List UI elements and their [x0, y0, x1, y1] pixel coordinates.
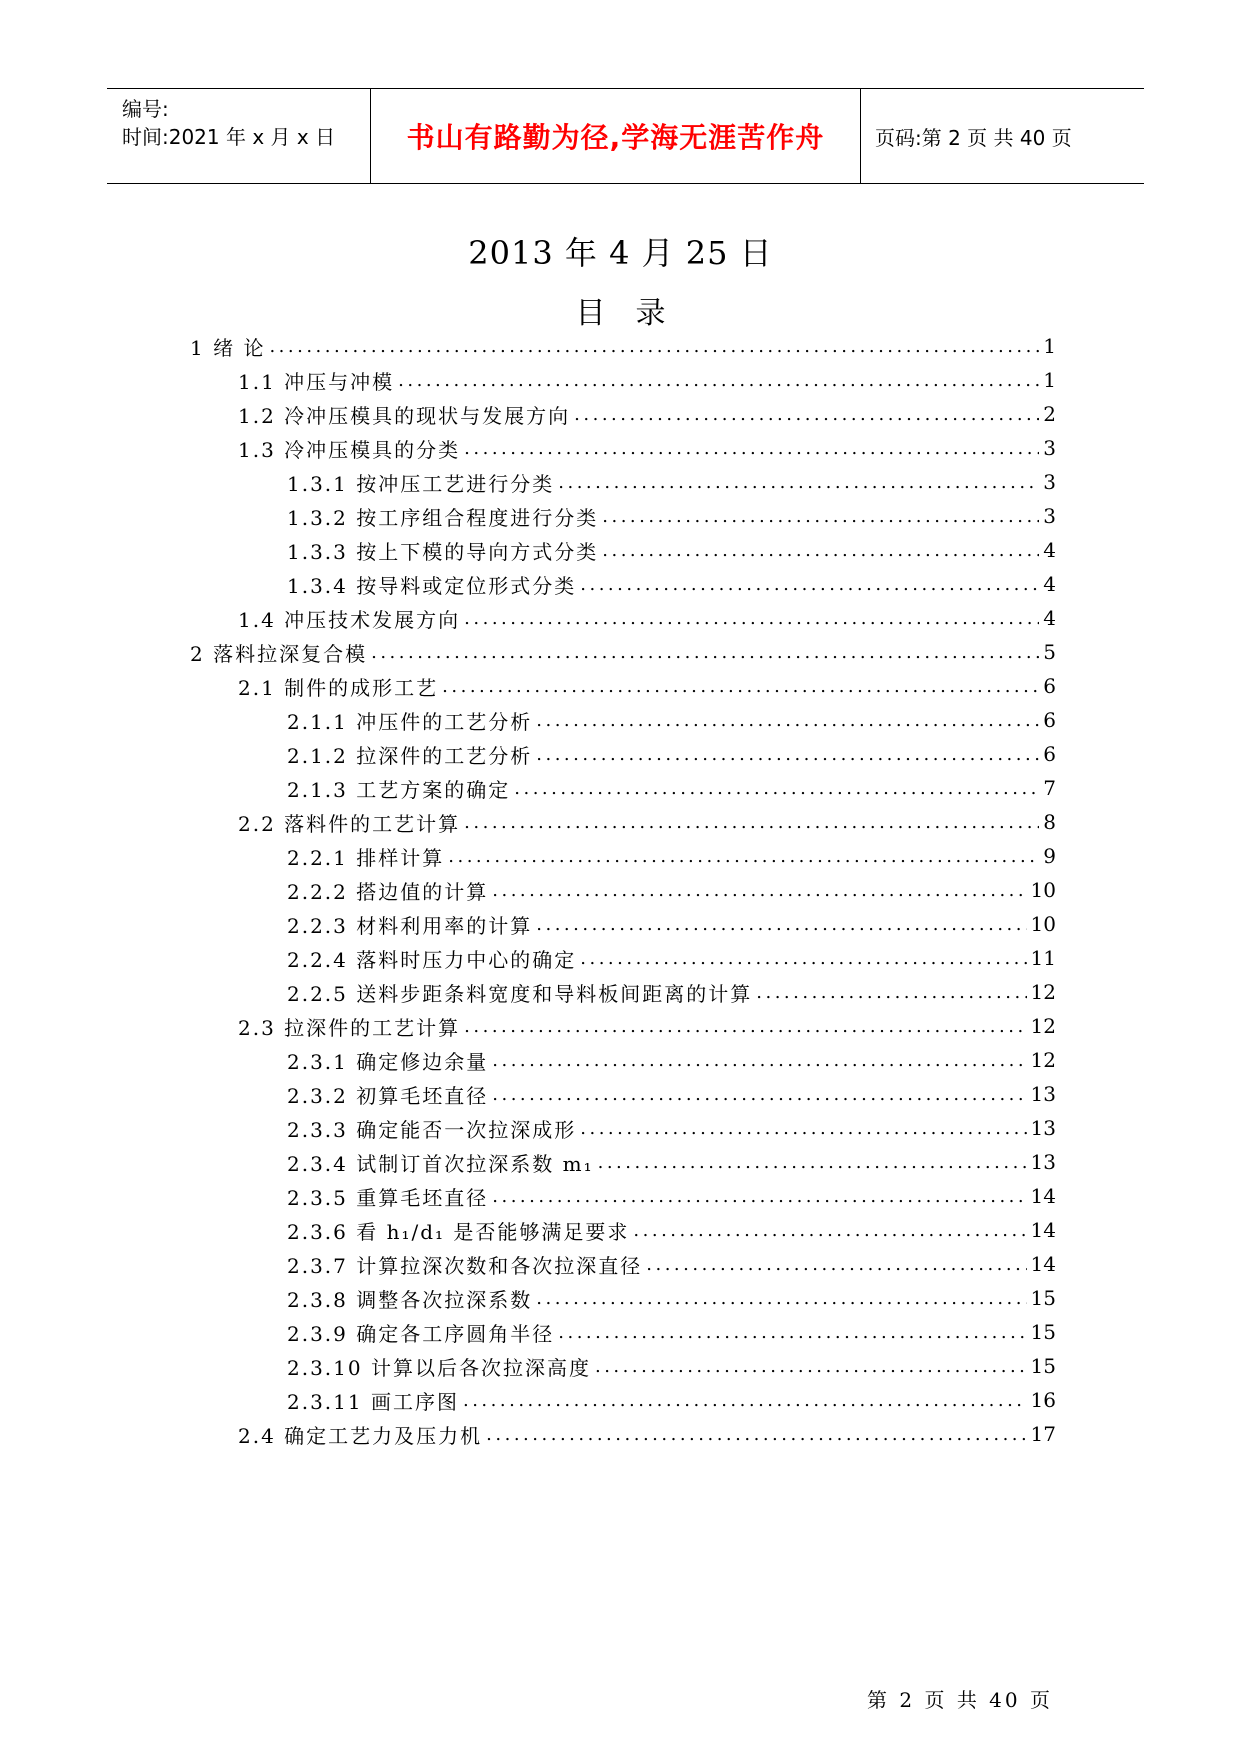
- toc-entry-page: 10: [1030, 912, 1056, 936]
- toc-entry-page: 14: [1030, 1218, 1056, 1242]
- toc-entry-page: 5: [1043, 640, 1056, 664]
- toc-leader-dots: [464, 1016, 1026, 1037]
- toc-entry[interactable]: [287, 465, 1056, 499]
- toc-entry-page: 6: [1043, 674, 1056, 698]
- header-left-cell: [107, 89, 371, 183]
- toc-leader-dots: [464, 608, 1039, 629]
- toc-entry[interactable]: [287, 907, 1056, 941]
- toc-entry[interactable]: [190, 329, 1056, 363]
- toc-leader-dots: [602, 540, 1039, 561]
- toc-entry[interactable]: [287, 533, 1056, 567]
- toc-entry-title: 2.3.5 重算毛坯直径: [287, 1185, 489, 1210]
- toc-entry-page: 13: [1030, 1150, 1056, 1174]
- toc-entry[interactable]: [238, 601, 1056, 635]
- toc-entry-page: 13: [1030, 1116, 1056, 1140]
- toc-entry[interactable]: [238, 1417, 1056, 1451]
- toc-entry[interactable]: [287, 839, 1056, 873]
- toc-entry[interactable]: [287, 567, 1056, 601]
- toc-entry-page: 1: [1043, 334, 1056, 358]
- toc-leader-dots: [492, 880, 1026, 901]
- toc-entry-title: 2.3 拉深件的工艺计算: [238, 1015, 461, 1040]
- toc-leader-dots: [398, 370, 1039, 391]
- toc-entry[interactable]: [287, 499, 1056, 533]
- toc-entry-title: 2.1.2 拉深件的工艺分析: [287, 743, 533, 768]
- toc-entry-title: 2.2.4 落料时压力中心的确定: [287, 947, 577, 972]
- toc-entry[interactable]: [287, 1315, 1056, 1349]
- toc-entry-page: 6: [1043, 708, 1056, 732]
- toc-entry[interactable]: [238, 1009, 1056, 1043]
- toc-leader-dots: [558, 472, 1039, 493]
- toc-entry-title: 2.3.7 计算拉深次数和各次拉深直径: [287, 1253, 643, 1278]
- toc-entry-title: 2.3.1 确定修边余量: [287, 1049, 489, 1074]
- toc-leader-dots: [463, 1390, 1027, 1411]
- toc-entry[interactable]: [287, 1213, 1056, 1247]
- toc-entry-title: 2.3.2 初算毛坯直径: [287, 1083, 489, 1108]
- toc-entry-title: 2.2.2 搭边值的计算: [287, 879, 489, 904]
- toc-leader-dots: [574, 404, 1039, 425]
- toc-entry[interactable]: [287, 1043, 1056, 1077]
- header-motto: 书山有路勤为径,学海无涯苦作舟: [371, 89, 861, 183]
- toc-entry-title: 2.4 确定工艺力及压力机: [238, 1423, 483, 1448]
- toc-entry-title: 2.3.10 计算以后各次拉深高度: [287, 1355, 591, 1380]
- toc-entry-title: 1.2 冷冲压模具的现状与发展方向: [238, 403, 571, 428]
- toc-entry[interactable]: [238, 669, 1056, 703]
- toc-leader-dots: [536, 744, 1039, 765]
- toc-entry-title: 2.2.3 材料利用率的计算: [287, 913, 533, 938]
- toc-entry-page: 8: [1043, 810, 1056, 834]
- toc-entry-title: 2.3.6 看 h₁/d₁ 是否能够满足要求: [287, 1219, 630, 1244]
- toc-title: 目录: [575, 296, 696, 331]
- toc-leader-dots: [536, 914, 1026, 935]
- toc-entry-page: 7: [1043, 776, 1056, 800]
- toc-entry-page: 17: [1030, 1422, 1056, 1446]
- toc-leader-dots: [602, 506, 1039, 527]
- toc-entry-page: 14: [1030, 1252, 1056, 1276]
- toc-entry-page: 14: [1030, 1184, 1056, 1208]
- toc-entry-title: 2.2.1 排样计算: [287, 845, 445, 870]
- document-date: 2013 年 4 月 25 日: [468, 234, 773, 272]
- toc-entry-page: 10: [1030, 878, 1056, 902]
- toc-entry-title: 2.3.3 确定能否一次拉深成形: [287, 1117, 577, 1142]
- toc-leader-dots: [486, 1424, 1026, 1445]
- toc-leader-dots: [558, 1322, 1026, 1343]
- toc-leader-dots: [536, 710, 1039, 731]
- toc-entry[interactable]: [287, 737, 1056, 771]
- toc-entry-page: 12: [1030, 1048, 1056, 1072]
- toc-leader-dots: [756, 982, 1026, 1003]
- toc-entry-page: 4: [1043, 606, 1056, 630]
- toc-entry-page: 1: [1043, 368, 1056, 392]
- toc-entry[interactable]: [287, 975, 1056, 1009]
- toc-leader-dots: [442, 676, 1039, 697]
- toc-entry-title: 1.3.1 按冲压工艺进行分类: [287, 471, 555, 496]
- toc-entry-title: 1.1 冲压与冲模: [238, 369, 395, 394]
- toc-leader-dots: [371, 642, 1039, 663]
- toc-entry-page: 4: [1043, 572, 1056, 596]
- toc-entry[interactable]: [190, 635, 1056, 669]
- toc-entry[interactable]: [287, 1145, 1056, 1179]
- toc-entry-page: 3: [1043, 470, 1056, 494]
- toc-leader-dots: [464, 438, 1039, 459]
- toc-leader-dots: [492, 1186, 1026, 1207]
- toc-entry-page: 9: [1043, 844, 1056, 868]
- toc-leader-dots: [633, 1220, 1026, 1241]
- toc-leader-dots: [448, 846, 1039, 867]
- toc-leader-dots: [269, 336, 1039, 357]
- toc-entry-page: 6: [1043, 742, 1056, 766]
- toc-entry-title: 1.4 冲压技术发展方向: [238, 607, 461, 632]
- toc-entry[interactable]: [287, 703, 1056, 737]
- toc-leader-dots: [580, 1118, 1026, 1139]
- toc-entry-title: 1.3 冷冲压模具的分类: [238, 437, 461, 462]
- toc-entry[interactable]: [287, 1247, 1056, 1281]
- toc-leader-dots: [595, 1356, 1027, 1377]
- page-header: [107, 88, 1144, 184]
- toc-entry-page: 15: [1030, 1354, 1056, 1378]
- toc-entry-page: 3: [1043, 504, 1056, 528]
- toc-entry-title: 1.3.4 按导料或定位形式分类: [287, 573, 577, 598]
- toc-leader-dots: [580, 948, 1026, 969]
- toc-leader-dots: [580, 574, 1039, 595]
- toc-leader-dots: [464, 812, 1039, 833]
- toc-entry-title: 2.3.8 调整各次拉深系数: [287, 1287, 533, 1312]
- toc-entry[interactable]: [287, 941, 1056, 975]
- toc-leader-dots: [598, 1152, 1027, 1173]
- toc-leader-dots: [492, 1050, 1026, 1071]
- toc-entry-page: 2: [1043, 402, 1056, 426]
- toc-entry-title: 1.3.2 按工序组合程度进行分类: [287, 505, 599, 530]
- toc-entry-title: 2.1.1 冲压件的工艺分析: [287, 709, 533, 734]
- toc-entry-page: 12: [1030, 980, 1056, 1004]
- toc-entry[interactable]: [287, 1383, 1056, 1417]
- toc-entry-title: 1 绪 论: [190, 335, 266, 360]
- toc-entry[interactable]: [238, 397, 1056, 431]
- toc-entry-title: 2.2.5 送料步距条料宽度和导料板间距离的计算: [287, 981, 753, 1006]
- toc-entry[interactable]: [287, 1349, 1056, 1383]
- toc-entry-title: 2.3.9 确定各工序圆角半径: [287, 1321, 555, 1346]
- toc-entry-page: 3: [1043, 436, 1056, 460]
- toc-leader-dots: [514, 778, 1039, 799]
- toc-entry[interactable]: [287, 1111, 1056, 1145]
- toc-entry[interactable]: [287, 1077, 1056, 1111]
- toc-entry-title: 2.3.11 画工序图: [287, 1389, 459, 1414]
- toc-entry-page: 4: [1043, 538, 1056, 562]
- toc-entry-page: 13: [1030, 1082, 1056, 1106]
- toc-entry-page: 16: [1030, 1388, 1056, 1412]
- toc-entry-page: 15: [1030, 1320, 1056, 1344]
- toc-entry-page: 11: [1030, 946, 1056, 970]
- toc-entry[interactable]: [238, 363, 1056, 397]
- toc-entry[interactable]: [287, 873, 1056, 907]
- toc-entry-title: 2.3.4 试制订首次拉深系数 m₁: [287, 1151, 594, 1176]
- toc-entry[interactable]: [238, 805, 1056, 839]
- toc-entry-title: 1.3.3 按上下模的导向方式分类: [287, 539, 599, 564]
- toc-entry[interactable]: [287, 1179, 1056, 1213]
- toc-entry[interactable]: [238, 431, 1056, 465]
- toc-leader-dots: [492, 1084, 1026, 1105]
- toc-entry-page: 12: [1030, 1014, 1056, 1038]
- toc-entry[interactable]: [287, 771, 1056, 805]
- toc-entry-title: 2.1 制件的成形工艺: [238, 675, 439, 700]
- header-page-info: 页码:第 2 页 共 40 页: [875, 125, 1072, 150]
- toc-entry-title: 2.2 落料件的工艺计算: [238, 811, 461, 836]
- toc-entry-page: 15: [1030, 1286, 1056, 1310]
- toc-entry[interactable]: [287, 1281, 1056, 1315]
- toc-entry-title: 2 落料拉深复合模: [190, 641, 368, 666]
- toc-leader-dots: [536, 1288, 1026, 1309]
- document-time-label: 时间:2021 年 x 月 x 日: [122, 125, 336, 149]
- toc-leader-dots: [646, 1254, 1026, 1275]
- page-footer: 第 2 页 共 40 页: [867, 1688, 1053, 1712]
- document-number-label: 编号:: [122, 97, 169, 121]
- toc-entry-title: 2.1.3 工艺方案的确定: [287, 777, 511, 802]
